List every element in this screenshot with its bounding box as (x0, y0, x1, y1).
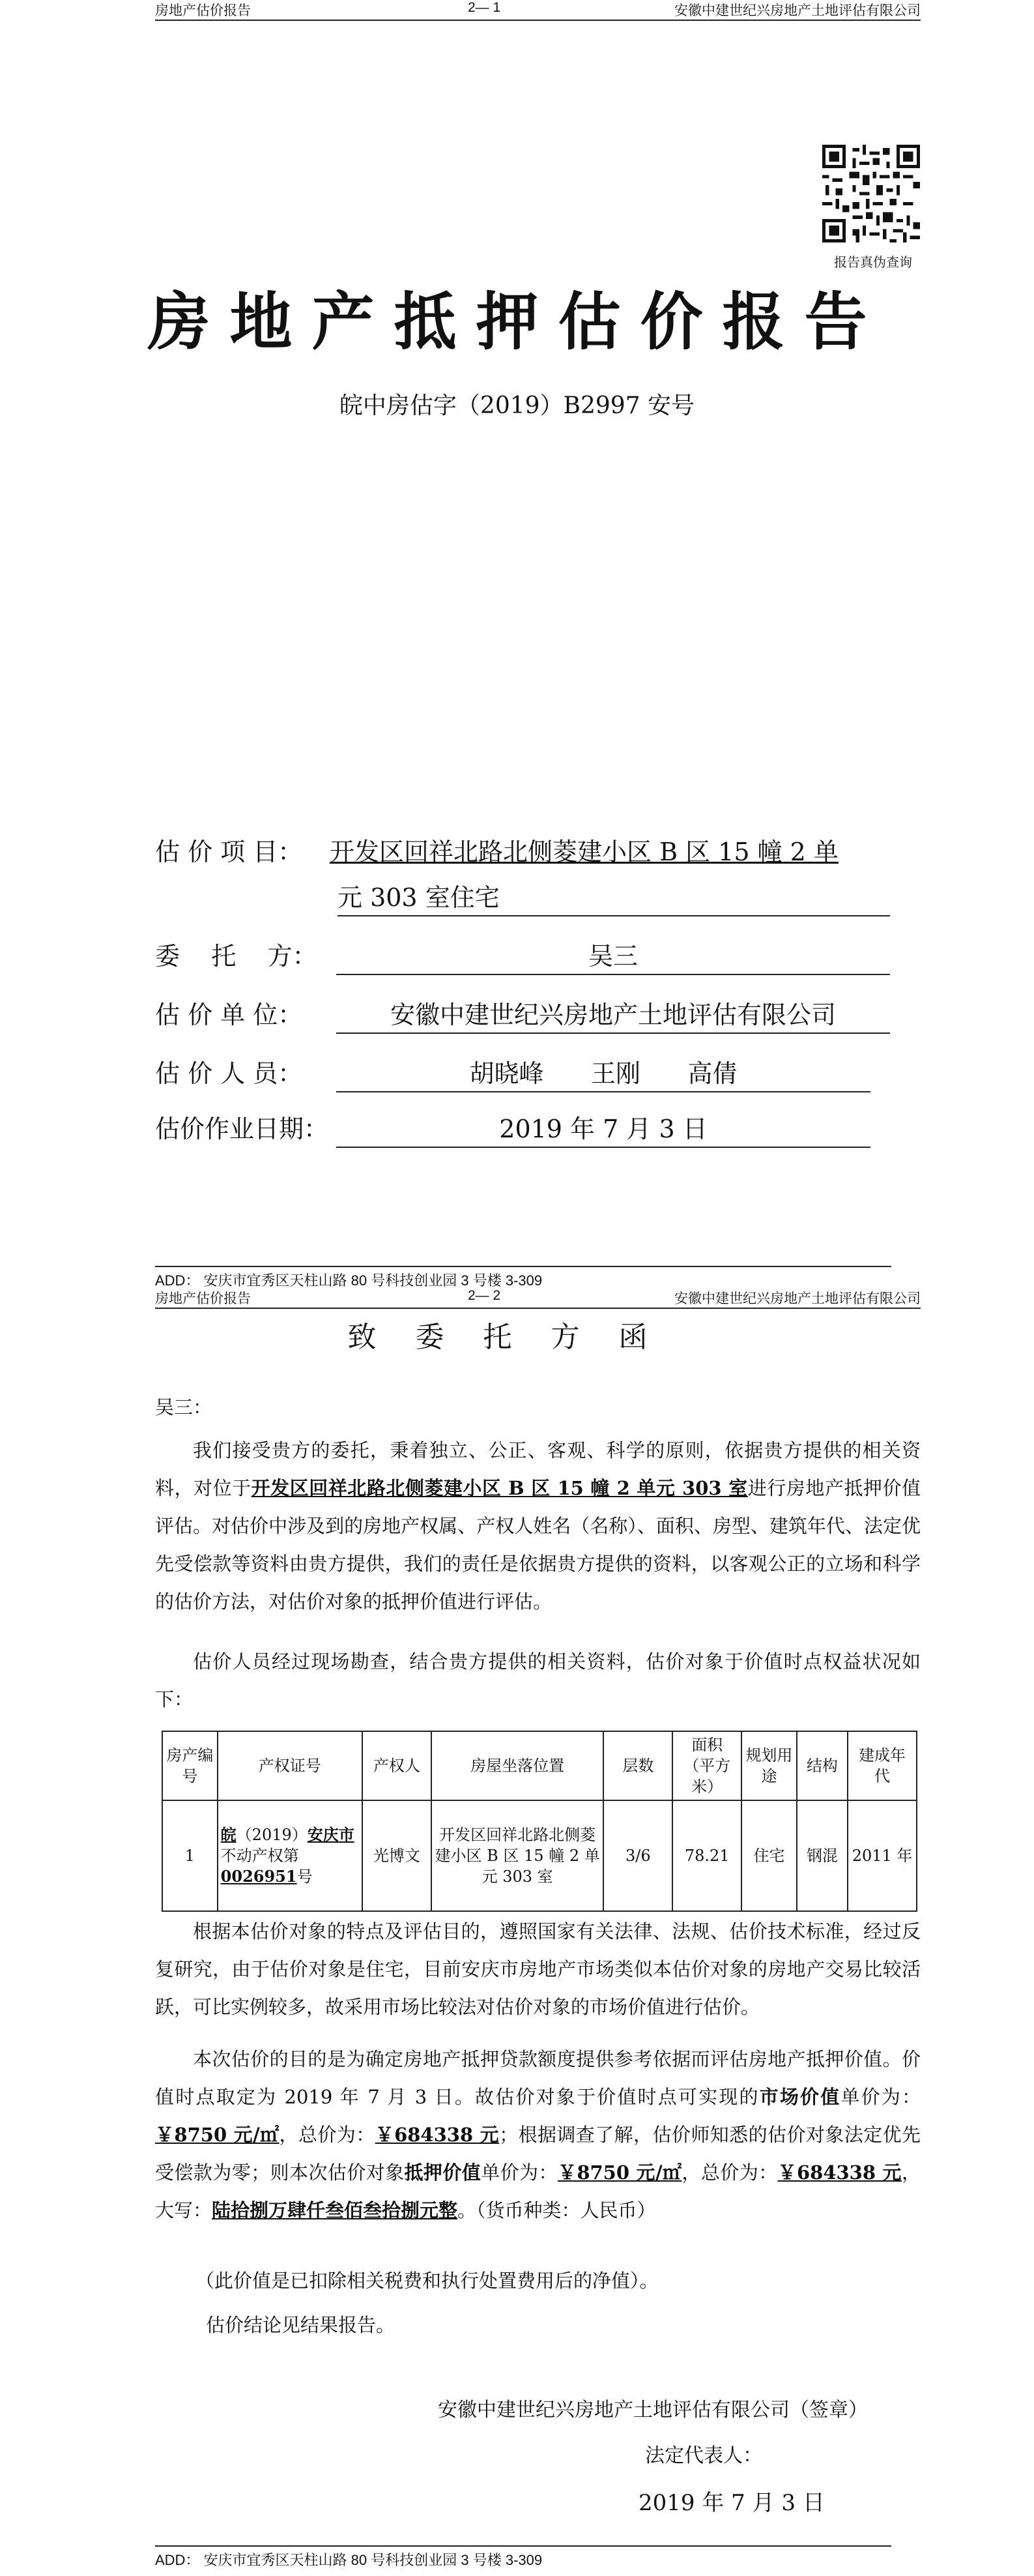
th-use: 规划用途 (741, 1731, 797, 1800)
field-value-cont: 元 303 室住宅 (337, 880, 890, 916)
cell-area: 78.21 (672, 1800, 741, 1911)
table-row (162, 1800, 917, 1911)
company-signature: 安徽中建世纪兴房地产土地评估有限公司（签章） (438, 2399, 868, 2422)
mortgage-unit-price: ￥8750 元/㎡ (557, 2161, 682, 2184)
market-value-label: 市场价值 (759, 2086, 841, 2108)
th-year: 建成年代 (848, 1731, 917, 1800)
qr-code-icon (822, 145, 920, 242)
salutation: 吴三： (155, 1396, 212, 1418)
th-owner: 产权人 (362, 1731, 431, 1800)
legal-representative: 法定代表人： (645, 2444, 762, 2467)
market-total-price: ￥684338 元 (375, 2124, 500, 2146)
header-company: 安徽中建世纪兴房地产土地评估有限公司 (674, 1291, 921, 1306)
document-number: 皖中房估字（2019）B2997 安号 (339, 392, 695, 419)
cell-cert: 皖（2019）安庆市不动产权第0026951号 (218, 1800, 362, 1911)
letter-date: 2019 年 7 月 3 日 (639, 2490, 825, 2516)
field-date (155, 1111, 891, 1147)
cell-year: 2011 年 (848, 1800, 917, 1911)
field-value: 安徽中建世纪兴房地产土地评估有限公司 (336, 997, 890, 1034)
field-value: 2019 年 7 月 3 日 (336, 1111, 870, 1148)
th-cert: 产权证号 (218, 1731, 362, 1800)
cell-floors: 3/6 (603, 1800, 672, 1911)
th-area: 面积（平方米） (672, 1731, 741, 1800)
th-location: 房屋坐落位置 (431, 1731, 604, 1800)
page2-header (155, 1288, 921, 1309)
header-page-number: 2— 1 (468, 0, 501, 15)
cell-location: 开发区回祥北路北侧菱建小区 B 区 15 幢 2 单元 303 室 (431, 1800, 604, 1911)
property-table (162, 1731, 917, 1912)
header-company: 安徽中建世纪兴房地产土地评估有限公司 (674, 3, 921, 18)
th-no: 房产编号 (162, 1731, 218, 1800)
paragraph-4: 本次估价的目的是为确定房地产抵押贷款额度提供参考依据而评估房地产抵押价值。价值时点取定为 2019 年 7 月 3 日。故估价对象于价值时点可实现的市场价值单价为：￥8750 元/㎡，总价为：￥684338 元；根据调查了解，估价师知悉的估价对象法定优先受偿款为零；则本次估价对象抵押价值单价为：￥8750 元/㎡，总价为：￥684338 元，大写：陆拾捌万肆仟叁佰叁拾捌元整。（货币种类：人民币） (155, 2048, 921, 2221)
th-floors: 层数 (603, 1731, 672, 1800)
page1-address: ADD： 安庆市宜秀区天柱山路 80 号科技创业园 3 号楼 3-309 (155, 1266, 891, 1290)
paragraph-1 (155, 1431, 921, 1620)
page2-address: ADD： 安庆市宜秀区天柱山路 80 号科技创业园 3 号楼 3-309 (155, 2545, 891, 2569)
paragraph-6: 估价结论见结果报告。 (206, 2314, 395, 2336)
cell-structure: 钢混 (797, 1800, 848, 1911)
p1-property-location: 开发区回祥北路北侧菱建小区 B 区 15 幢 2 单元 303 室 (251, 1477, 748, 1499)
header-left: 房地产估价报告 (155, 1291, 251, 1306)
cell-owner: 光博文 (362, 1800, 431, 1911)
mortgage-total-price: ￥684338 元 (777, 2161, 902, 2184)
qr-caption: 报告真伪查询 (834, 256, 912, 270)
field-client (155, 939, 891, 974)
header-page-number: 2— 2 (468, 1288, 501, 1303)
cell-use: 住宅 (741, 1800, 797, 1911)
field-label: 估 价 人 员： (155, 1059, 303, 1088)
field-project-line2 (155, 880, 891, 915)
cell-no: 1 (162, 1800, 218, 1911)
paragraph-3: 根据本估价对象的特点及评估目的，遵照国家有关法律、法规、估价技术标准，经过反复研究，由于估价对象是住宅，目前安庆市房地产市场类似本估价对象的房地产交易比较活跃，可比实例较多，故采用市场比较法对估价对象的市场价值进行估价。 (155, 1920, 921, 2018)
field-project (155, 834, 891, 870)
p1-text-c: 进行房地产抵押价值评估。对估价中涉及到的房地产权属、产权人姓名（名称）、面积、房型、建筑年代、法定优先受偿款等资料由贵方提供，我们的责任是依据贵方提供的资料，以客观公正的立场和科学的估价方法，对估价对象的抵押价值进行评估。 (155, 1477, 921, 1613)
paragraph-5: （此价值是已扣除相关税费和执行处置费用后的净值）。 (195, 2270, 659, 2292)
field-value: 吴三 (336, 939, 890, 975)
field-appraiser-company (155, 997, 891, 1032)
p1-text-a: 我们接受贵方的委托，秉着独立、公正、客观、科学的原则，依据贵方提供的相关资料，对位于 (155, 1439, 921, 1499)
header-left: 房地产估价报告 (155, 3, 251, 18)
th-structure: 结构 (797, 1731, 848, 1800)
paragraph-2: 估价人员经过现场勘查，结合贵方提供的相关资料，估价对象于价值时点权益状况如下： (155, 1650, 921, 1710)
letter-title: 致委托方函 (347, 1321, 687, 1354)
amount-in-words: 陆拾捌万肆仟叁佰叁拾捌元整 (212, 2199, 458, 2221)
field-label: 估 价 项 目： (155, 838, 303, 866)
field-label: 委 托 方： (155, 942, 317, 971)
field-value: 开发区回祥北路北侧菱建小区 B 区 15 幢 2 单 (330, 838, 839, 866)
page1-header (155, 0, 921, 21)
field-appraisers (155, 1056, 891, 1091)
field-value: 胡晓峰 王刚 高倩 (336, 1056, 870, 1092)
market-unit-price: ￥8750 元/㎡ (155, 2124, 280, 2146)
field-label: 估 价 单 位： (155, 1001, 303, 1029)
table-header-row (162, 1731, 917, 1800)
report-title: 房地产抵押估价报告 (147, 285, 887, 359)
mortgage-value-label: 抵押价值 (404, 2161, 481, 2184)
field-label: 估价作业日期： (155, 1115, 329, 1143)
